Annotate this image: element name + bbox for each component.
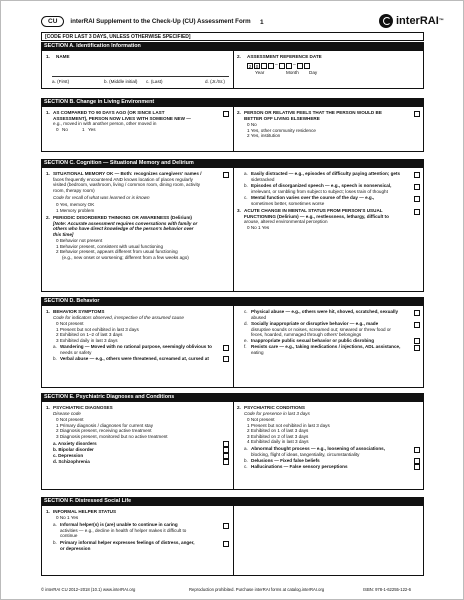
- section-f-box: [41, 506, 424, 576]
- item-letter: b.: [244, 458, 248, 463]
- item-letter: a.: [53, 344, 57, 349]
- form-header: [41, 14, 251, 29]
- option-row: 0 No 1 Yes: [56, 515, 79, 520]
- section-f-header: SECTION F. Distressed Social Life: [41, 497, 424, 506]
- disordered-thinking-note: [Note: Accurate assessment requires conversations with family or: [53, 220, 198, 226]
- option-row: (e.g., new onset or worsening; different from a few weeks ago): [62, 254, 189, 260]
- abnormal-thought-text: blocking, flight of ideas, tangentiality, circumstantiality: [251, 451, 360, 457]
- presence-instruction: Code for presence in last 3 days: [244, 411, 310, 416]
- option-row: 0 Not present: [56, 417, 84, 422]
- option-code: 1: [82, 127, 85, 132]
- date-digit[interactable]: [304, 63, 310, 69]
- item-letter: a.: [244, 446, 248, 451]
- delusions-label: Delusions — Fixed false beliefs: [251, 458, 320, 463]
- option-row: 2 Behavior present, appears different from usual functioning: [56, 249, 178, 254]
- option-row: 1 Memory problem: [56, 207, 95, 213]
- q-number: 1.: [46, 405, 50, 410]
- section-c-right: [233, 168, 423, 291]
- answer-checkbox[interactable]: [414, 172, 420, 178]
- q-number: 1.: [46, 54, 50, 59]
- footer-reproduction: Reproduction prohibited. Purchase interRAI forms at catalog.interRAI.org: [189, 587, 325, 592]
- item-letter: c.: [244, 195, 248, 200]
- logo-trademark: ™: [438, 18, 444, 24]
- answer-checkbox[interactable]: [223, 459, 229, 465]
- wandering-label: Wandering — Moved with no rational purpose, seemingly oblivious to: [60, 344, 212, 349]
- name-first-label: a. (First): [52, 79, 70, 84]
- resists-care-label: Resists care — e.g., taking medications / injections, ADL assistance,: [251, 344, 401, 349]
- name-last-label: c. (Last): [146, 79, 163, 84]
- acute-change-text: arouse, altered environmental perception: [244, 219, 328, 224]
- option-row: 1 Present but not exhibited in last 3 days: [247, 422, 330, 428]
- lives-with-new-label-2: ASSESSMENT), PERSON NOW LIVES WITH SOMEONE NEW —: [53, 115, 191, 121]
- name-middle-label: b. (Middle initial): [104, 79, 138, 84]
- answer-checkbox[interactable]: [414, 111, 420, 117]
- answer-checkbox[interactable]: [414, 310, 420, 316]
- easily-distracted-label: Easily distracted — e.g., episodes of difficulty paying attention; gets: [251, 171, 401, 176]
- answer-checkbox[interactable]: [223, 172, 229, 178]
- section-c-header: SECTION C. Cognition — Situational Memory and Delirium: [41, 159, 424, 168]
- schizophrenia-label: d. Schizophrenia: [53, 459, 90, 464]
- section-f-right: [233, 506, 423, 575]
- section-e-left: [42, 402, 234, 489]
- option-row: 2 Yes, institution: [247, 133, 281, 138]
- hallucinations-label: Hallucinations — False sensory perceptions: [251, 464, 348, 469]
- option-row: 1 Primary diagnosis / diagnoses for current stay: [56, 422, 154, 428]
- item-letter: b.: [244, 183, 248, 188]
- assessment-date-label: ASSESSMENT REFERENCE DATE: [247, 54, 322, 59]
- answer-checkbox[interactable]: [223, 356, 229, 362]
- anxiety-label: a. Anxiety disorders: [53, 441, 97, 446]
- section-e-right: [233, 402, 423, 489]
- answer-checkbox[interactable]: [223, 541, 229, 547]
- lives-with-new-label: AS COMPARED TO 90 DAYS AGO (OR SINCE LAST: [53, 110, 165, 115]
- cu-badge: CU: [41, 16, 64, 27]
- answer-checkbox[interactable]: [414, 196, 420, 202]
- disorganized-speech-text: irrelevant, or rambling from subject to subject; loses train of thought: [251, 188, 388, 194]
- option-row: 2 Exhibited on 1 of last 3 days: [247, 428, 309, 433]
- disorganized-speech-label: Episodes of disorganized speech — e.g., speech is nonsensical,: [251, 183, 392, 188]
- section-d-header: SECTION D. Behavior: [41, 297, 424, 306]
- date-year-label: Year: [255, 70, 265, 75]
- answer-checkbox[interactable]: [223, 523, 229, 529]
- date-day-label: Day: [309, 70, 318, 75]
- disordered-thinking-note: this time]: [53, 231, 74, 237]
- footer-copyright: © interRAI CU 2012–2018 (10.1) www.interRAI.org: [41, 587, 136, 592]
- option-row: 0 Behavior not present: [56, 238, 103, 243]
- q-number: 2.: [237, 110, 241, 115]
- option-row: 1 Behavior present, consistent with usual functioning: [56, 243, 163, 249]
- date-digit[interactable]: [268, 63, 274, 69]
- helper-unable-text: continue: [60, 533, 78, 538]
- item-letter: a.: [244, 171, 248, 176]
- q-number: 3.: [237, 208, 241, 213]
- q-number: 1.: [46, 110, 50, 115]
- lives-with-new-note: e.g., moved in with another person, other moved in: [53, 121, 157, 126]
- section-c-box: [41, 168, 424, 292]
- answer-checkbox[interactable]: [223, 345, 229, 351]
- option-row: 1 Present but not exhibited in last 3 days: [56, 326, 139, 332]
- acute-change-label-2: FUNCTIONING (Delirium) — e.g., restlessness, lethargy, difficult to: [244, 213, 389, 219]
- section-a-header: SECTION A. Identification Information: [41, 42, 424, 51]
- situational-memory-label: SITUATIONAL MEMORY OK — Both: recognizes caregivers' names /: [53, 171, 202, 176]
- assessment-date-field[interactable]: 2 0 – –: [247, 62, 311, 69]
- physical-abuse-label: Physical abuse — e.g., others were hit, shoved, scratched, sexually: [251, 309, 399, 314]
- section-b-right: [233, 107, 423, 151]
- section-e-header: SECTION E. Psychiatric Diagnoses and Conditions: [41, 393, 424, 402]
- interrai-logo: [379, 14, 444, 28]
- item-letter: c.: [244, 464, 248, 469]
- option-row: 1 Yes, other community residence: [247, 127, 316, 133]
- q-number: 2.: [237, 54, 241, 59]
- situational-memory-text: faces frequently encountered AND knows location of places regularly: [53, 176, 193, 182]
- helper-distress-label-2: or depression: [60, 545, 91, 551]
- section-c-left: [42, 168, 234, 291]
- item-letter: a.: [53, 522, 57, 527]
- situational-memory-text: visited (bedroom, washroom, living / common room, dining room, activity: [53, 182, 201, 187]
- section-b-box: [41, 107, 424, 152]
- section-f-left: [42, 506, 234, 575]
- q-number: 2.: [237, 405, 241, 410]
- depression-label: c. Depression: [53, 453, 84, 458]
- name-suffix-label: d. (Jr./Sr.): [205, 79, 225, 84]
- disease-code-label: Disease code: [53, 411, 81, 416]
- option-label: Yes: [88, 127, 96, 132]
- name-line[interactable]: [52, 76, 229, 77]
- page-number: 1: [260, 19, 264, 26]
- date-digit: 0: [255, 64, 259, 69]
- section-a-right: [233, 51, 423, 88]
- date-digit[interactable]: [279, 63, 285, 69]
- answer-checkbox[interactable]: [414, 345, 420, 351]
- option-row: 0 Not present: [247, 417, 275, 422]
- option-row: 3 Exhibited on 2 of last 3 days: [247, 433, 309, 439]
- sexual-behavior-label: Inappropriate public sexual behavior or public disrobing: [251, 338, 375, 343]
- psychiatric-conditions-label: PSYCHIATRIC CONDITIONS: [244, 405, 305, 410]
- date-digit: 2: [248, 64, 252, 69]
- psychiatric-diagnoses-label: PSYCHIATRIC DIAGNOSES: [53, 405, 113, 410]
- option-row: 2 Exhibited on 1–2 of last 3 days: [56, 332, 123, 337]
- item-letter: b.: [53, 540, 57, 545]
- section-b-header: SECTION B. Change in Living Environment: [41, 98, 424, 107]
- section-d-right: [233, 306, 423, 387]
- date-month-label: Month: [286, 70, 299, 75]
- option-row: 3 Diagnosis present, monitored but no active treatment: [56, 433, 168, 439]
- option-row: 3 Exhibited daily in last 3 days: [56, 337, 118, 343]
- interrai-logo-icon: [379, 14, 393, 28]
- option-row: 2 Diagnosis present, receiving active treatment: [56, 428, 152, 433]
- acute-change-label: ACUTE CHANGE IN MENTAL STATUS FROM PERSON'S USUAL: [244, 208, 383, 213]
- verbal-abuse-label: Verbal abuse — e.g., others were threatened, screamed at, cursed at: [60, 356, 209, 361]
- disruptive-behavior-text: disruptive sounds or noises, screamed out; smeared or threw food or: [251, 326, 391, 332]
- item-letter: e.: [244, 338, 248, 343]
- answer-checkbox[interactable]: [414, 322, 420, 328]
- option-row: 0 Yes, memory OK: [56, 202, 95, 207]
- section-b-left: [42, 107, 234, 151]
- section-d-box: [41, 306, 424, 388]
- answer-checkbox[interactable]: [223, 111, 229, 117]
- helper-unable-label: Informal helper(s) is (are) unable to continue in caring: [60, 522, 178, 527]
- answer-checkbox[interactable]: [414, 464, 420, 470]
- mental-function-text: sometimes better, sometimes worse: [251, 200, 325, 206]
- option-label: No: [62, 127, 68, 132]
- helper-distress-label: Primary informal helper expresses feelings of distress, anger,: [60, 540, 195, 545]
- abnormal-thought-label: Abnormal thought process — e.g., loosening of associations,: [251, 446, 385, 451]
- disruptive-behavior-label: Socially inappropriate or disruptive behavior — e.g., made: [251, 321, 379, 326]
- better-elsewhere-label-2: BETTER OFF LIVING ELSEWHERE: [244, 115, 320, 121]
- name-label: NAME: [56, 54, 70, 59]
- section-a-left: [42, 51, 234, 88]
- section-d-left: [42, 306, 234, 387]
- resists-care-text: eating: [251, 349, 264, 355]
- disordered-thinking-note: others who have direct knowledge of the person's behavior over: [53, 226, 194, 231]
- option-row: 0 Not present: [56, 321, 84, 326]
- footer-isbn: ISBN: 978-1-62255-122-6: [363, 587, 411, 592]
- behavior-instruction: Code for indicators observed, irrespective of the assumed cause: [53, 314, 184, 320]
- disruptive-behavior-text: feces, hoarded, rummaged through others' belongings: [251, 332, 362, 337]
- physical-abuse-text: abused: [251, 314, 267, 320]
- bipolar-label: b. Bipolar disorder: [53, 447, 94, 452]
- item-letter: c.: [244, 309, 248, 314]
- recall-instruction: Code for recall of what was learned or is known: [53, 195, 150, 200]
- easily-distracted-text: sidetracked: [251, 176, 275, 182]
- item-letter: b.: [53, 356, 57, 361]
- wandering-text: needs or safety: [60, 349, 92, 355]
- section-e-box: [41, 402, 424, 490]
- answer-checkbox[interactable]: [414, 338, 420, 344]
- q-number: 2.: [46, 215, 50, 220]
- helper-unable-text: activities — e.g., decline in health of helper makes it difficult to: [60, 527, 187, 533]
- q-number: 1.: [46, 509, 50, 514]
- item-letter: f.: [244, 344, 247, 349]
- option-row: 0 No 1 Yes: [247, 225, 270, 230]
- date-digit[interactable]: [286, 63, 292, 69]
- option-code: 0: [56, 127, 59, 132]
- informal-helper-label: INFORMAL HELPER STATUS: [53, 509, 117, 514]
- date-digit[interactable]: [261, 63, 267, 69]
- form-title: interRAI Supplement to the Check-Up (CU) Assessment Form: [70, 18, 251, 25]
- q-number: 1.: [46, 171, 50, 176]
- disordered-thinking-label: PERIODIC DISORDERED THINKING OR AWARENESS (Delirium): [53, 215, 192, 220]
- code-instruction: [CODE FOR LAST 3 DAYS, UNLESS OTHERWISE SPECIFIED]: [41, 32, 424, 41]
- better-elsewhere-label: PERSON OR RELATIVE FEELS THAT THE PERSON WOULD BE: [244, 110, 382, 115]
- date-digit[interactable]: [297, 63, 303, 69]
- mental-function-label: Mental function varies over the course of the day — e.g.,: [251, 195, 375, 200]
- item-letter: d.: [244, 321, 248, 326]
- q-number: 1.: [46, 309, 50, 314]
- logo-text: interRAI: [396, 15, 439, 27]
- answer-checkbox[interactable]: [414, 209, 420, 215]
- section-a-box: [41, 51, 424, 89]
- situational-memory-text: room, therapy room): [53, 187, 95, 193]
- option-row: 0 No: [247, 122, 257, 127]
- answer-checkbox[interactable]: [414, 184, 420, 190]
- behavior-symptoms-label: BEHAVIOR SYMPTOMS: [53, 309, 105, 314]
- answer-checkbox[interactable]: [414, 447, 420, 453]
- option-row: 4 Exhibited daily in last 3 days: [247, 439, 309, 444]
